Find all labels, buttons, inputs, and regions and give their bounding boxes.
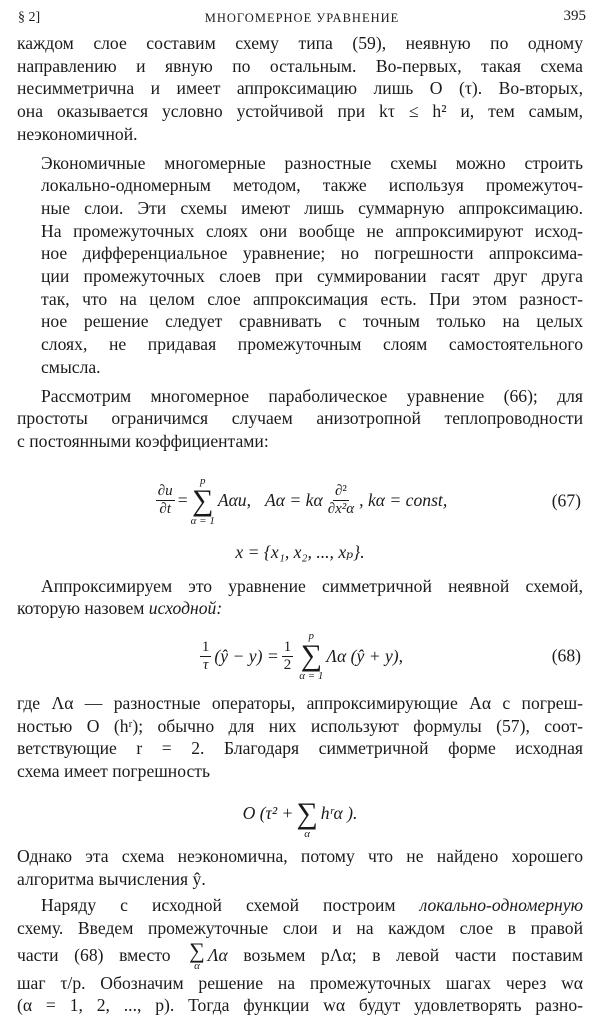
page-body bbox=[17, 32, 583, 1017]
paragraph-2: Экономичные многомерные разностные схемы можно строить локально-одномерным методом, также используя промежуточ- ные слои. Эти схемы имеют лишь суммарную аппроксимацию. На промежуточных слоях они вообще не аппроксимируют исход- ное дифференциальное уравнение; но погрешности аппроксима- ции промежуточных слоев при суммировании гасят друг друга так, что на целом слое аппроксимация есть. При этом разност- ное решение следует сравнивать с точным только на целых слоях, не придавая промежуточным слоям самостоятельного смысла. bbox=[41, 152, 583, 377]
sum-symbol: p ∑ α = 1 bbox=[299, 630, 324, 683]
equation-number-67: (67) bbox=[551, 490, 581, 511]
fraction-du-dt: $\frac{\partial u}{\partial t}$ bbox=[157, 483, 173, 518]
section-marker: § 2] bbox=[18, 10, 41, 25]
paragraph-1: каждом слое составим схему типа (59), неявную по одному направлению и явную по остальным. Во-первых, такая схема несимметрична и имеет аппроксимацию лишь O (τ). Во-вторых, она оказывается условно устойчивой при kτ ≤ h² и, тем самым, неэкономичной. bbox=[17, 33, 583, 144]
paragraph-7: Наряду с исходной схемой построим локально-одномерную схему. Введем промежуточные слои и на каждом слое в правой части (68) вместо ∑ α Λα возьмем pΛα; в левой части поставим шаг τ/p. Обозначим решение на промежуточных шагах через wα (α = 1, 2, ..., p). Тогда функции wα будут удовлетворять разно- bbox=[17, 895, 583, 1016]
page-number: 395 bbox=[563, 8, 586, 24]
chapter-title: МНОГОМЕРНОЕ УРАВНЕНИЕ bbox=[204, 11, 400, 25]
fraction-d2-dx2: $\frac{\text{∂²}}{\text{∂x²α}}$ bbox=[327, 483, 355, 518]
equation-67-x-def: x = {x₁, x₂, ..., xₚ}. bbox=[235, 541, 365, 562]
equation-number-68: (68) bbox=[551, 645, 581, 666]
paragraph-6: Однако эта схема неэкономична, потому что не найдено хорошего алгоритма вычисления ŷ. bbox=[17, 845, 583, 889]
running-header bbox=[18, 8, 586, 30]
equation-68: $\frac{1}{\tau}$ (ŷ − y) = $\frac{1}{2}$ p ∑ α = 1 Λα (ŷ + y), (68) bbox=[201, 630, 581, 683]
error-estimate: O (τ² + ∑ α hʳα ). bbox=[242, 796, 358, 840]
paragraph-4: Аппроксимируем это уравнение симметричной неявной схемой, которую назовем исходной: bbox=[17, 575, 583, 619]
paragraph-3: Рассмотрим многомерное параболическое уравнение (66); для простоты ограничимся случаем анизотропной теплопроводности с постоянными коэффициентами: bbox=[17, 385, 583, 451]
sum-symbol: p ∑ α = 1 bbox=[190, 474, 215, 527]
equation-67: $\frac{\partial u}{\partial t}$ = p ∑ α = 1 Aαu, Aα = kα $\frac{\text{∂²}}{\text{∂x²α}}$ , kα = const, (67) bbox=[157, 474, 581, 527]
paragraph-5: где Λα — разностные операторы, аппроксимирующие Aα с погреш- ностью O (hʳ); обычно для них используют формулы (57), соот- ветствующие r = 2. Благодаря симметричной форме исходная схема имеет погрешность bbox=[17, 693, 583, 782]
